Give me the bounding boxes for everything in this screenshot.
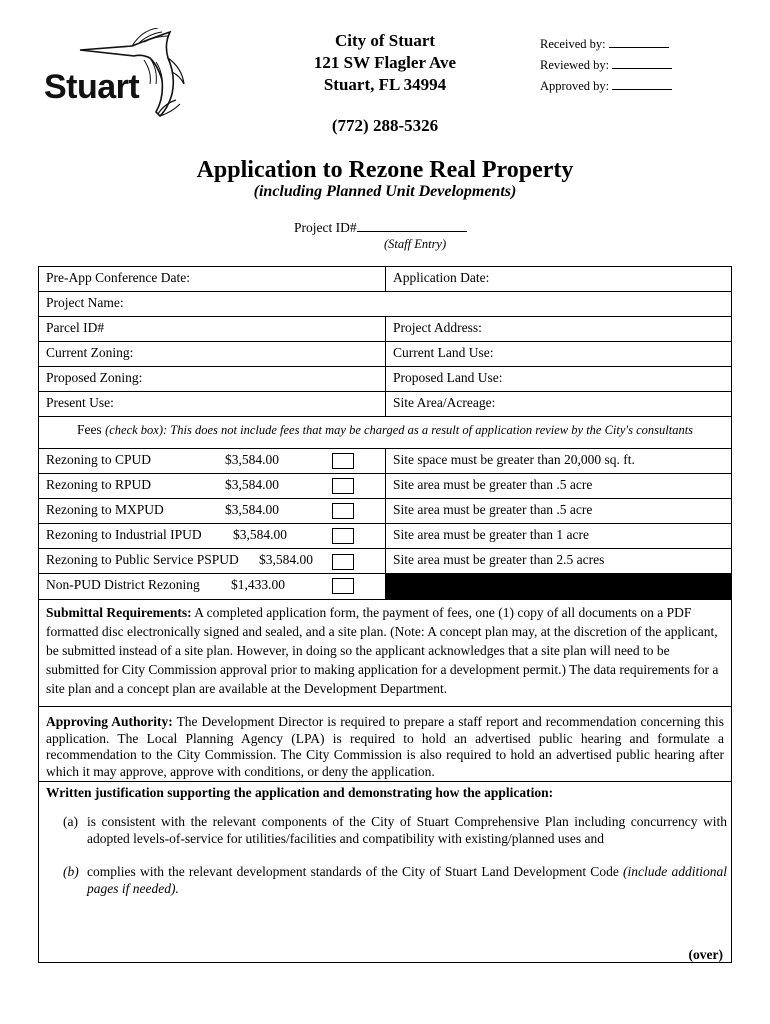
fees-label: Fees: [76, 422, 102, 437]
city-name: City of Stuart: [334, 31, 436, 50]
item-a-text: is consistent with the relevant components of the City of Stuart Comprehensive Plan including concurrency with adopted levels-of-service for utilities/facilities and compatibility with existing/planned uses and: [87, 814, 727, 846]
justification-item-b: [63, 863, 727, 897]
fee-name: Rezoning to MXPUD: [46, 502, 164, 517]
page-title: Application to Rezone Real Property: [196, 157, 574, 183]
approving-heading: Approving Authority:: [46, 714, 173, 729]
city-state-zip: Stuart, FL 34994: [323, 75, 447, 94]
project-id-label: Project ID#: [294, 220, 357, 235]
application-date-field[interactable]: Application Date:: [385, 267, 731, 291]
project-address-field[interactable]: Project Address:: [385, 317, 731, 341]
received-by-label: Received by:: [540, 37, 606, 51]
fee-amount: $1,433.00: [231, 577, 285, 592]
fee-name: Rezoning to Industrial IPUD: [46, 527, 202, 542]
fee-row: [39, 574, 731, 600]
fee-name: Rezoning to RPUD: [46, 477, 152, 492]
proposed-zoning-field[interactable]: Proposed Zoning:: [46, 370, 143, 385]
item-b-marker: (b): [63, 864, 79, 879]
approved-by-field[interactable]: [612, 80, 672, 90]
city-logo: [42, 28, 192, 118]
phone-number: (772) 288-5326: [331, 116, 439, 135]
address-line: 121 SW Flagler Ave: [313, 53, 457, 72]
submittal-text: A completed application form, the payment of fees, one (1) copy of all documents on a PDF formatted disc electronically signed and sealed, and a site plan. (Note: A concept plan may, at the discretion of the applicant, be submitted instead of a site plan. However, in doing so the applicant acknowledges that a site plan will need to be submitted for City Commission approval prior to making application for a development permit.) The data requirements for a site plan and a concept plan are available at the Development Department.: [46, 605, 719, 696]
fee-checkbox[interactable]: [332, 528, 354, 544]
justification-item-a: [63, 813, 727, 847]
submittal-heading: Submittal Requirements:: [46, 605, 192, 620]
submittal-requirements: [39, 600, 731, 707]
fee-amount: $3,584.00: [233, 527, 287, 542]
fee-row: [39, 524, 731, 549]
fees-header: [39, 417, 731, 449]
justification-list: [39, 813, 731, 933]
fee-checkbox[interactable]: [332, 578, 354, 594]
justification-heading: Written justification supporting the application and demonstrating how the application:: [46, 785, 554, 800]
application-form: [38, 266, 732, 963]
fee-checkbox[interactable]: [332, 503, 354, 519]
fee-row: [39, 499, 731, 524]
approving-authority: [39, 711, 731, 781]
site-area-field[interactable]: Site Area/Acreage:: [385, 392, 731, 416]
fee-amount: $3,584.00: [225, 502, 279, 517]
item-b-text: complies with the relevant development standards of the City of Stuart Land Development Code: [87, 864, 619, 879]
fee-requirement-blank: [385, 574, 731, 599]
approving-text: The Development Director is required to prepare a staff report and recommendation concerning this application. The Local Planning Agency (LPA) is required to hold an advertised public hearing and formulate a recommendation to the City Commission. The City Commission is also required to hold an advertised public hearing after which it may approve, approve with conditions, or deny the application.: [46, 714, 724, 779]
office-use-block: [540, 34, 700, 97]
fee-row: [39, 474, 731, 499]
fee-name: Rezoning to Public Service PSPUD: [46, 552, 239, 567]
fee-requirement: Site space must be greater than 20,000 sq. ft.: [385, 449, 731, 473]
project-id: [294, 220, 467, 236]
logo-text: Stuart: [44, 68, 140, 106]
present-use-field[interactable]: Present Use:: [46, 395, 114, 410]
fees-note: (check box): This does not include fees that may be charged as a result of application review by the City's consultants: [105, 423, 694, 437]
form-row: [39, 317, 731, 342]
fee-name: Non-PUD District Rezoning: [46, 577, 200, 592]
received-by-field[interactable]: [609, 38, 669, 48]
fee-requirement: Site area must be greater than .5 acre: [385, 474, 731, 498]
fee-amount: $3,584.00: [225, 452, 279, 467]
form-row: [39, 367, 731, 392]
page-subtitle: (including Planned Unit Developments): [253, 183, 517, 200]
reviewed-by-label: Reviewed by:: [540, 58, 610, 72]
form-row: [39, 392, 731, 417]
fee-requirement: Site area must be greater than 2.5 acres: [385, 549, 731, 573]
project-name-field[interactable]: Project Name:: [46, 295, 124, 310]
justification-heading-block: [39, 780, 731, 802]
proposed-land-use-field[interactable]: Proposed Land Use:: [385, 367, 731, 391]
item-a-marker: (a): [63, 814, 78, 829]
fee-name: Rezoning to CPUD: [46, 452, 152, 467]
item-b-note: (include additional pages if needed).: [87, 864, 728, 896]
project-id-field[interactable]: [357, 222, 467, 232]
form-row: [39, 342, 731, 367]
fee-requirement: Site area must be greater than .5 acre: [385, 499, 731, 523]
city-address-block: [285, 30, 485, 96]
over-note: (over): [688, 947, 723, 962]
staff-entry-note: (Staff Entry): [384, 237, 447, 251]
form-row: [39, 292, 731, 317]
parcel-id-field[interactable]: Parcel ID#: [46, 320, 105, 335]
fee-amount: $3,584.00: [259, 552, 313, 567]
pre-app-date-field[interactable]: Pre-App Conference Date:: [46, 270, 190, 285]
fee-requirement: Site area must be greater than 1 acre: [385, 524, 731, 548]
current-zoning-field[interactable]: Current Zoning:: [46, 345, 134, 360]
reviewed-by-field[interactable]: [612, 59, 672, 69]
fee-checkbox[interactable]: [332, 453, 354, 469]
current-land-use-field[interactable]: Current Land Use:: [385, 342, 731, 366]
fee-row: [39, 449, 731, 474]
fee-checkbox[interactable]: [332, 554, 354, 570]
fee-row: [39, 549, 731, 574]
fee-amount: $3,584.00: [225, 477, 279, 492]
approved-by-label: Approved by:: [540, 79, 610, 93]
fee-checkbox[interactable]: [332, 478, 354, 494]
form-row: [39, 267, 731, 292]
